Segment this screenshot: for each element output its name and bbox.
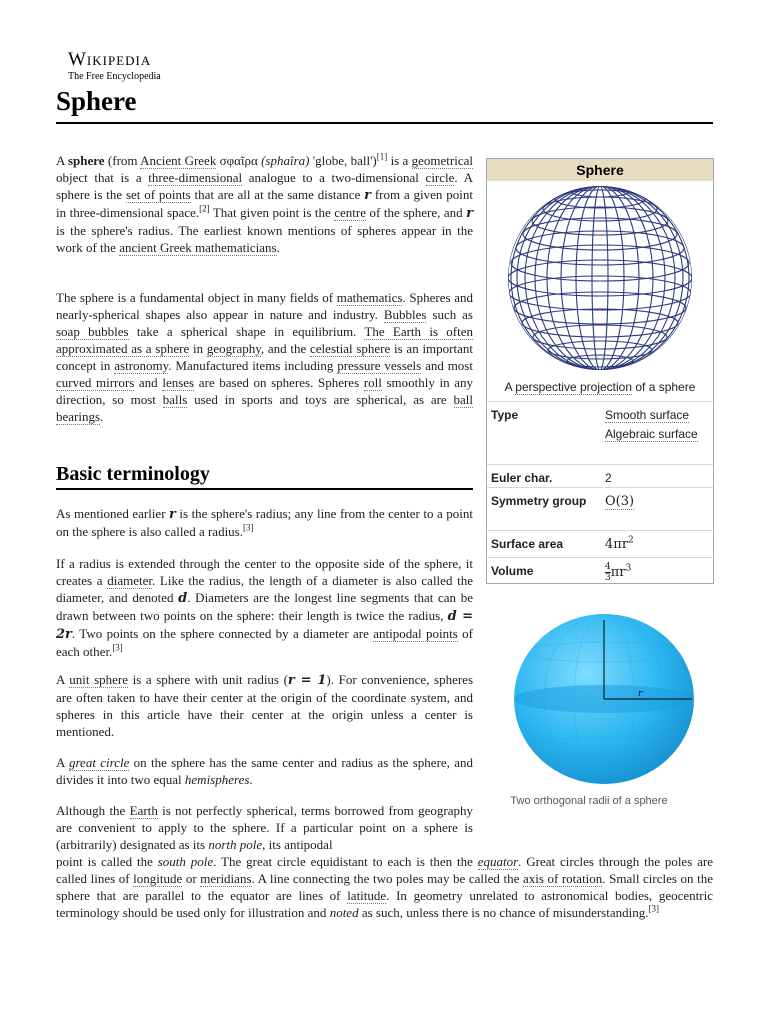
page-title: Sphere [56,86,137,116]
text-run: is the sphere's radius. The earliest known mentions of spheres appear in the work of the [56,223,473,255]
text-run: Although the [56,803,130,818]
text-run: σφαῖρα [216,153,262,168]
text-run: A [56,672,70,687]
text-run: and most [421,358,473,373]
math-variable: r [169,507,176,522]
euler-value: 2 [605,471,612,485]
text-run: south pole [157,854,214,869]
inline-link[interactable]: Ancient Greek [140,153,217,168]
perspective-projection-link[interactable]: perspective projection [515,380,633,394]
text-run: . Small circles on the sphere that are parallel to the equator are lines of [56,871,713,903]
terminology-paragraph-2 [56,555,473,660]
text-run: . [276,240,280,255]
text-run: used in sports and toys are spherical, as are [187,392,454,407]
text-run: smoothly in any direction, so most [56,375,473,407]
text-run: If a radius is extended through the center to the opposite side of the sphere, it creates a [56,556,473,588]
text-run: ). For convenience, spheres are often taken to have their center at the origin of the coordinate system, and spheres in this article have their center at the origin unless a center is mentioned. [56,672,474,739]
inline-link[interactable]: roll [363,375,382,390]
text-run: analogue to a two-dimensional [242,170,426,185]
infobox [486,158,714,584]
text-run: and [134,375,163,390]
text-run: as such, unless there is no chance of misunderstanding. [358,905,649,920]
text-run: sphere [67,153,105,168]
text-run: in [189,341,207,356]
euler-label: Euler char. [491,471,553,485]
inline-link[interactable]: lenses [162,375,195,390]
text-run: on the sphere has the same center and radius as the sphere, and divides it into two equal [56,755,473,787]
terminology-paragraph-1 [56,505,473,540]
math-variable: d [178,591,188,606]
inline-link[interactable]: circle [425,170,455,185]
inline-link[interactable]: ball bearings [56,392,474,424]
inline-link[interactable]: geography [206,341,261,356]
text-run: . Diameters are the longest line segments that can be drawn between two points on the sphere: their length is twice the radius, [56,590,473,623]
text-run: . [249,772,253,787]
text-run: . A line connecting the two poles may be called the [251,871,523,886]
text-run: The sphere is a fundamental object in many fields of [56,290,337,305]
surface-area-value: $4\pi r^2$ [605,535,634,552]
text-run: of each other. [56,626,473,659]
text-run: (from [104,153,141,168]
text-run: such as [426,307,473,322]
text-run: . In geometry unrelated to astronomical bodies, geocentric terminology should be used only for illustration and [56,888,713,920]
inline-link[interactable]: celestial sphere [310,341,391,356]
text-run: , its antipodal [262,837,333,852]
math-variable: r = 1 [287,673,327,688]
citation-ref[interactable]: [3] [112,642,123,653]
algebraic-surface-link[interactable]: Algebraic surface [605,427,698,441]
inline-link[interactable]: longitude [133,871,183,886]
text-run: are based on spheres. Spheres [194,375,364,390]
type-values [605,406,711,444]
symmetry-label: Symmetry group [491,494,587,508]
inline-link[interactable]: curved mirrors [56,375,135,390]
terminology-paragraph-4 [56,754,473,788]
logo-tagline: The Free Encyclopedia [68,71,161,82]
text-run: 'globe, ball') [309,153,377,168]
math-variable: r [364,188,372,203]
text-run: . Spheres and nearly-spherical shapes also appear in nature and industry. [56,290,473,322]
radius-label: r [638,689,643,699]
smooth-surface-link[interactable]: Smooth surface [605,408,690,422]
inline-link[interactable]: unit sphere [69,672,129,687]
text-run: . [100,409,104,424]
inline-link[interactable]: centre [334,205,367,220]
text-run: That given point is the [209,205,335,220]
sphere-wireframe-image[interactable] [493,183,707,373]
inline-link[interactable]: mathematics [336,290,403,305]
section-divider [56,488,473,490]
surface-area-label: Surface area [491,537,564,551]
inline-link[interactable]: pressure vessels [337,358,422,373]
text-run: is the sphere's radius; any line from the center to a point on the sphere is also called a radius. [56,506,473,539]
text-run: . Manufactured items including [168,358,338,373]
infobox-row-type [487,401,713,464]
infobox-row-area [487,530,713,557]
text-run: is a [387,153,412,168]
text-run: . A sphere is the [56,170,473,202]
text-run: As mentioned earlier [56,506,170,521]
text-run: that are all at the same distance [190,187,365,202]
text-run: A [56,755,69,770]
text-run: hemispheres [184,772,250,787]
math-variable: r [466,206,473,221]
text-run: , and the [260,341,311,356]
text-run: (sphaîra) [261,153,310,168]
text-run: north pole [208,837,263,852]
text-run: is a sphere with unit radius ( [128,672,288,687]
volume-label: Volume [491,564,534,578]
infobox-row-volume [487,557,713,588]
text-run: . Great circles through the poles are called lines of [56,854,713,886]
logo-wordmark: Wikipedia [68,49,152,70]
inline-link[interactable]: latitude [347,888,387,903]
intro-paragraph-2 [56,289,473,425]
citation-ref[interactable]: [1] [376,151,388,162]
text-run: . Two points on the sphere connected by a diameter are [71,626,374,641]
title-divider [56,122,713,124]
text-run: is an important concept in [56,341,473,373]
inline-link[interactable]: antipodal points [373,626,458,641]
inline-link[interactable]: balls [162,392,188,407]
citation-ref[interactable]: [3] [243,522,254,533]
text-run: . Like the radius, the length of a diameter is also called the diameter, and denoted [56,573,473,605]
text-run: from a given point in three-dimensional space. [56,187,473,220]
text-run: . The great circle equidistant to each is then the [213,854,478,869]
inline-link[interactable]: astronomy [114,358,169,373]
text-run: is not perfectly spherical, terms borrowed from geography are convenient to apply to the sphere. If a particular point on a sphere is (arbitrarily) designated as its [56,803,473,852]
infobox-title: Sphere [487,159,713,181]
section-heading: Basic terminology [56,463,210,485]
wikipedia-logo[interactable] [68,50,161,83]
inline-link[interactable]: equator [477,854,519,869]
inline-link[interactable]: diameter [107,573,152,588]
text-run: of the sphere, and [366,205,467,220]
inline-link[interactable]: soap bubbles [56,324,129,339]
figure-caption: Two orthogonal radii of a sphere [510,795,668,807]
inline-link[interactable]: meridians [200,871,252,886]
terminology-paragraph-3 [56,671,473,740]
text-run: take a spherical shape in equilibrium. [128,324,365,339]
inline-link[interactable]: ancient Greek mathematicians [119,240,277,255]
volume-value: $\frac{4}{3}$ $\pi r^3$ [605,562,632,583]
infobox-row-symmetry [487,487,713,530]
inline-link[interactable]: The Earth is often approximated as a sphere [56,324,474,356]
math-variable: d = 2r [56,609,473,642]
text-run: noted [329,905,359,920]
text-run: A [56,153,68,168]
infobox-row-euler [487,464,713,487]
sphere-radii-figure[interactable] [512,612,696,786]
citation-ref[interactable]: [2] [199,203,210,214]
text-run: object that is a [56,170,149,185]
inline-link[interactable]: Bubbles [383,307,427,322]
intro-paragraph-1 [56,152,473,256]
terminology-paragraph-5b [56,853,713,921]
terminology-paragraph-5a [56,802,473,853]
orthogonal-group-link[interactable]: O(3) [605,494,635,509]
infobox-caption: A perspective projection of a sphere [504,380,696,394]
inline-link[interactable]: set of points [125,187,191,202]
symmetry-value [605,492,711,511]
inline-link[interactable]: geometrical [411,153,473,168]
text-run: point is called the [56,854,158,869]
inline-link[interactable]: Earth [129,803,158,818]
inline-link[interactable]: axis of rotation [522,871,603,886]
inline-link[interactable]: three-dimensional [148,170,243,185]
text-run: or [182,871,201,886]
inline-link[interactable]: great circle [68,755,130,770]
type-label: Type [491,408,519,422]
citation-ref[interactable]: [3] [648,903,659,914]
